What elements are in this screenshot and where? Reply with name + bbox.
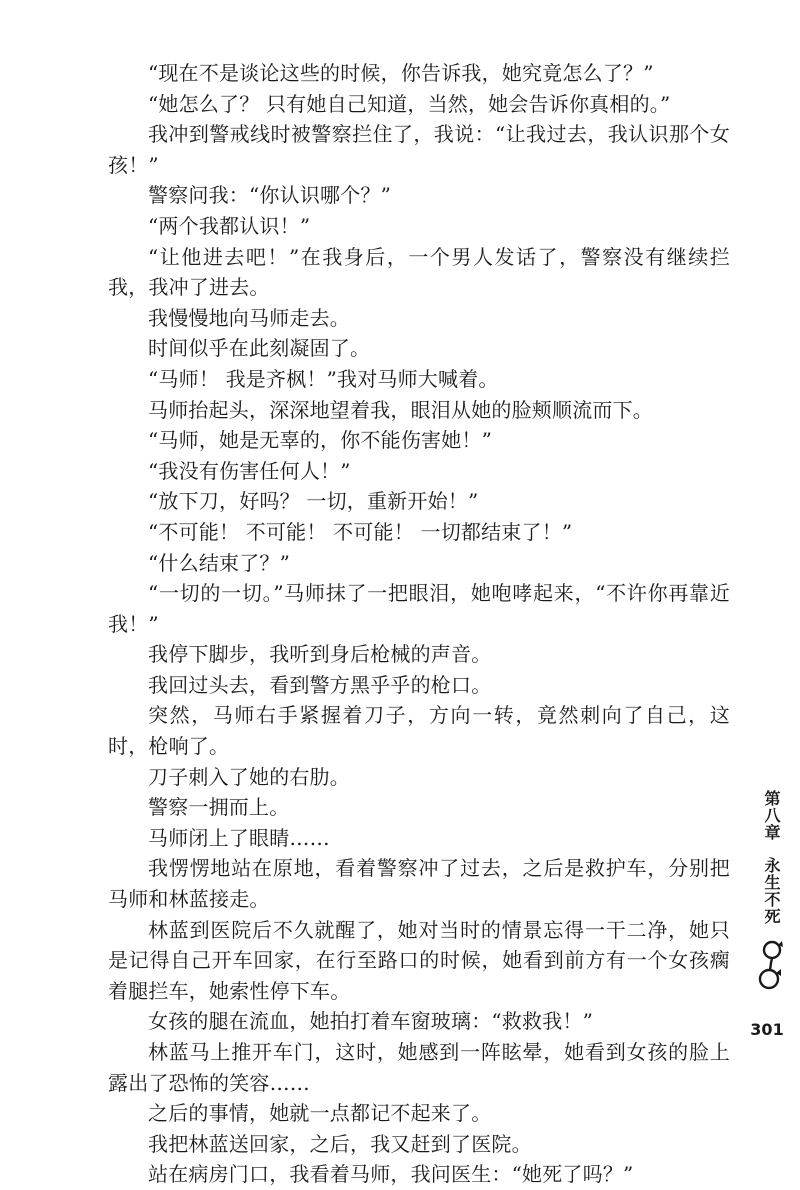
chapter-sidebar xyxy=(751,790,791,997)
paragraph: 我把林蓝送回家，之后，我又赶到了医院。 xyxy=(148,1131,532,1156)
paragraph: 我回过头去，看到警方黑乎乎的枪口。 xyxy=(148,672,492,697)
chapter-title: 永生不死 xyxy=(762,857,781,925)
paragraph: 我愣愣地站在原地，看着警察冲了过去，之后是救护车，分别把马师和林蓝接走。 xyxy=(108,856,730,912)
paragraph: “我没有伤害任何人！” xyxy=(148,458,351,483)
paragraph: “现在不是谈论这些的时候，你告诉我，她究竟怎么了？” xyxy=(148,61,654,85)
paragraph: 突然，马师右手紧握着刀子，方向一转，竟然刺向了自己，这时，枪响了。 xyxy=(108,703,730,759)
paragraph: 林蓝马上推开车门，这时，她感到一阵眩晕，她看到女孩的脸上露出了恐怖的笑容…… xyxy=(108,1040,730,1095)
chapter-label: 第八章 xyxy=(762,790,781,841)
paragraph: 之后的事情，她就一点都记不起来了。 xyxy=(148,1101,492,1126)
paragraph: 时间似乎在此刻凝固了。 xyxy=(148,336,371,361)
paragraph: 刀子刺入了她的右肋。 xyxy=(148,764,350,789)
paragraph: “一切的一切。”马师抹了一把眼泪，她咆哮起来，“不许你再靠近我！” xyxy=(108,581,730,636)
paragraph: 林蓝到医院后不久就醒了，她对当时的情景忘得一干二净，她只是记得自己开车回家，在行至路口的时候，她看到前方有一个女孩瘸着腿拦车，她索性停下车。 xyxy=(108,917,730,1003)
body-text xyxy=(108,58,730,1190)
paragraph: “让他进去吧！”在我身后，一个男人发话了，警察没有继续拦我，我冲了进去。 xyxy=(108,244,730,300)
paragraph: 我冲到警戒线时被警察拦住了，我说：“让我过去，我认识那个女孩！” xyxy=(108,122,730,177)
paragraph: 女孩的腿在流血，她拍打着车窗玻璃：“救救我！” xyxy=(148,1009,594,1034)
paragraph: “马师，她是无辜的，你不能伤害她！” xyxy=(148,428,493,453)
paragraph: “什么结束了？” xyxy=(148,550,291,575)
paragraph: 我停下脚步，我听到身后枪械的声音。 xyxy=(148,642,492,667)
paragraph: 站在病房门口，我看着马师，我问医生：“她死了吗？” xyxy=(148,1162,634,1187)
paragraph: 马师闭上了眼睛…… xyxy=(148,825,330,850)
paragraph: 马师抬起头，深深地望着我，眼泪从她的脸颊顺流而下。 xyxy=(148,397,653,422)
paragraph: 警察一拥而上。 xyxy=(148,795,290,820)
paragraph: “两个我都认识！” xyxy=(148,213,311,238)
paragraph: 我慢慢地向马师走去。 xyxy=(148,305,350,330)
paragraph: “马师！ 我是齐枫！”我对马师大喊着。 xyxy=(148,366,499,391)
paragraph: “她怎么了？ 只有她自己知道，当然，她会告诉你真相的。” xyxy=(148,91,671,116)
page-number: 301 xyxy=(750,1020,784,1039)
paragraph: “不可能！ 不可能！ 不可能！ 一切都结束了！” xyxy=(148,519,573,544)
paragraph: “放下刀，好吗？ 一切，重新开始！” xyxy=(148,489,479,514)
paragraph: 警察问我：“你认识哪个？” xyxy=(148,183,392,208)
handcuffs-icon xyxy=(756,937,786,997)
